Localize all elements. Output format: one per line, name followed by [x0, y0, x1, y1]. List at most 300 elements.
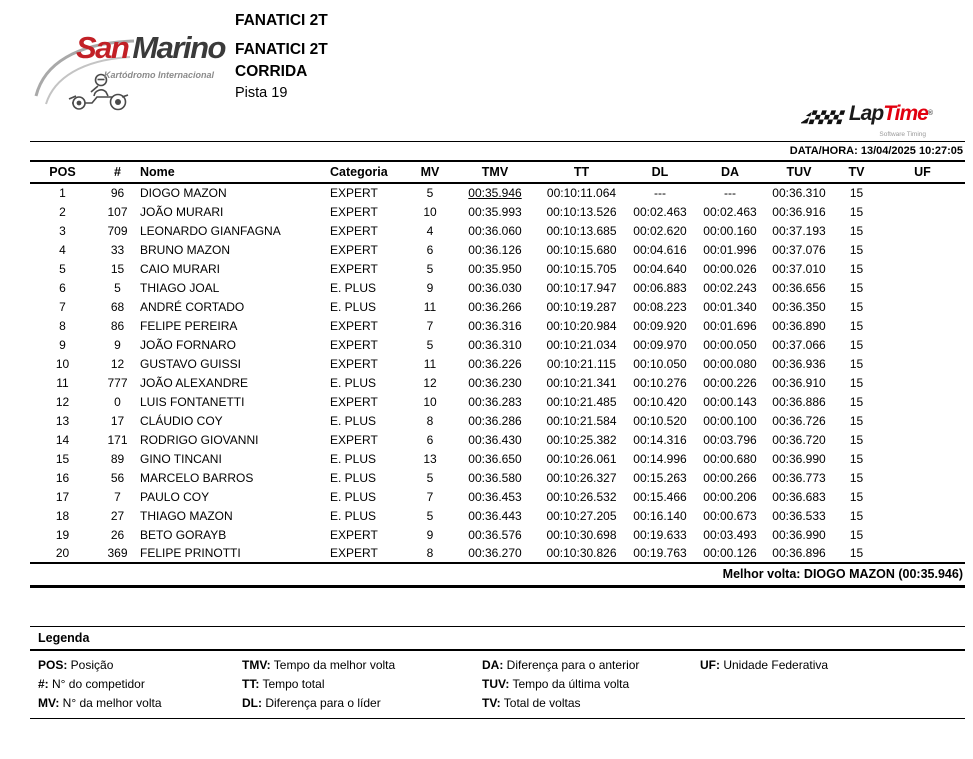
cell-tv: 15	[849, 432, 864, 447]
legend-key: TMV:	[242, 658, 271, 672]
cell-num: 15	[110, 261, 125, 276]
cell-categoria: EXPERT	[330, 186, 378, 200]
event-title-track: Pista 19	[235, 85, 288, 101]
cell-tt: 00:10:26.532	[546, 489, 617, 504]
cell-dl: 00:08.223	[633, 299, 687, 314]
results-document	[30, 0, 965, 719]
cell-da: 00:00.126	[703, 546, 757, 560]
table-row	[30, 430, 965, 449]
cell-tmv: 00:36.576	[468, 527, 522, 542]
results-table	[30, 160, 965, 564]
cell-tv: 15	[849, 242, 864, 257]
cell-uf	[880, 392, 965, 411]
cell-num: 17	[110, 413, 125, 428]
column-header-nome: Nome	[140, 161, 330, 183]
cell-tv: 15	[849, 413, 864, 428]
cell-categoria: E. PLUS	[330, 280, 377, 295]
brand-name-san: San	[76, 30, 129, 65]
table-row	[30, 183, 965, 202]
cell-mv: 5	[426, 470, 434, 485]
cell-tuv: 00:36.773	[772, 470, 826, 485]
column-header-uf: UF	[880, 161, 965, 183]
cell-dl: 00:02.620	[633, 223, 687, 238]
legend-column	[242, 656, 482, 713]
cell-mv: 7	[426, 318, 434, 333]
cell-num: 0	[114, 394, 121, 409]
cell-tt: 00:10:30.826	[546, 546, 617, 560]
laptime-wordmark	[849, 103, 932, 125]
cell-tmv: 00:36.266	[468, 299, 522, 314]
table-row	[30, 240, 965, 259]
cell-tt: 00:10:25.382	[546, 432, 617, 447]
cell-tmv: 00:36.650	[468, 451, 522, 466]
cell-uf	[880, 240, 965, 259]
cell-num: 107	[107, 204, 128, 219]
cell-pos: 3	[59, 223, 66, 238]
cell-mv: 11	[423, 299, 437, 314]
cell-tv: 15	[849, 299, 864, 314]
cell-nome: JOÃO ALEXANDRE	[140, 375, 249, 390]
cell-dl: 00:14.996	[633, 451, 687, 466]
cell-da: 00:00.680	[703, 451, 757, 466]
cell-categoria: EXPERT	[330, 356, 378, 371]
cell-mv: 5	[426, 186, 434, 200]
cell-tt: 00:10:21.341	[546, 375, 617, 390]
cell-pos: 10	[55, 356, 70, 371]
legend-key: TV:	[482, 696, 501, 710]
legend-key: DL:	[242, 696, 262, 710]
cell-tmv: 00:36.270	[468, 546, 522, 560]
cell-tmv: 00:35.946	[468, 186, 522, 200]
cell-nome: GUSTAVO GUISSI	[140, 356, 241, 371]
cell-mv: 11	[423, 356, 437, 371]
legend-key: POS:	[38, 658, 68, 672]
cell-tv: 15	[849, 186, 864, 200]
cell-uf	[880, 354, 965, 373]
cell-tv: 15	[849, 451, 864, 466]
cell-da: 00:02.243	[703, 280, 757, 295]
cell-tv: 15	[849, 261, 864, 276]
table-row	[30, 449, 965, 468]
cell-tuv: 00:36.656	[772, 280, 826, 295]
cell-categoria: E. PLUS	[330, 508, 377, 523]
brand-name	[76, 30, 225, 66]
cell-uf	[880, 525, 965, 544]
column-header-tv: TV	[833, 161, 880, 183]
table-row	[30, 525, 965, 544]
cell-num: 86	[110, 318, 125, 333]
cell-nome: JOÃO FORNARO	[140, 337, 237, 352]
cell-tv: 15	[849, 546, 864, 560]
cell-da: 00:03.796	[703, 432, 757, 447]
legend-grid	[30, 651, 965, 718]
column-header-mv: MV	[408, 161, 452, 183]
cell-dl: 00:19.633	[633, 527, 687, 542]
cell-tt: 00:10:15.680	[546, 242, 617, 257]
cell-categoria: EXPERT	[330, 318, 378, 333]
cell-tv: 15	[849, 280, 864, 295]
cell-tmv: 00:35.950	[468, 261, 522, 276]
cell-categoria: E. PLUS	[330, 489, 377, 504]
cell-mv: 8	[426, 413, 434, 428]
cell-tuv: 00:36.533	[772, 508, 826, 523]
legend-item: TUV: Tempo da última volta	[482, 677, 630, 691]
cell-uf	[880, 544, 965, 563]
cell-nome: LEONARDO GIANFAGNA	[140, 223, 281, 238]
cell-da: 00:00.143	[703, 394, 757, 409]
cell-da: 00:00.050	[703, 337, 757, 352]
cell-tuv: 00:36.936	[772, 356, 826, 371]
cell-nome: CAIO MURARI	[140, 261, 221, 276]
table-row	[30, 297, 965, 316]
cell-categoria: EXPERT	[330, 242, 378, 257]
cell-mv: 8	[426, 546, 434, 560]
cell-tt: 00:10:20.984	[546, 318, 617, 333]
cell-mv: 13	[423, 451, 437, 466]
legend-item: #: N° do competidor	[38, 677, 145, 691]
cell-nome: CLÁUDIO COY	[140, 413, 223, 428]
datetime-label: DATA/HORA: 13/04/2025 10:27:05	[789, 145, 963, 157]
legend-key: #:	[38, 677, 49, 691]
cell-uf	[880, 468, 965, 487]
cell-categoria: EXPERT	[330, 204, 378, 219]
legend-item: TT: Tempo total	[242, 677, 325, 691]
brand-name-marino: Marino	[132, 30, 225, 65]
cell-categoria: EXPERT	[330, 261, 378, 276]
cell-nome: THIAGO JOAL	[140, 280, 220, 295]
cell-uf	[880, 221, 965, 240]
cell-da: 00:00.673	[703, 508, 757, 523]
cell-tv: 15	[849, 337, 864, 352]
cell-dl: 00:09.920	[633, 318, 687, 333]
cell-tmv: 00:36.286	[468, 413, 522, 428]
cell-pos: 5	[59, 261, 66, 276]
cell-nome: LUIS FONTANETTI	[140, 394, 245, 409]
cell-da: 00:00.206	[703, 489, 757, 504]
legend-key: UF:	[700, 658, 720, 672]
cell-num: 68	[110, 299, 125, 314]
cell-pos: 13	[55, 413, 70, 428]
cell-tv: 15	[849, 508, 864, 523]
legend-item: DL: Diferença para o líder	[242, 696, 381, 710]
cell-pos: 1	[59, 186, 66, 200]
cell-mv: 9	[426, 527, 434, 542]
cell-categoria: E. PLUS	[330, 375, 377, 390]
table-row	[30, 278, 965, 297]
legend-item: DA: Diferença para o anterior	[482, 658, 640, 672]
cell-uf	[880, 183, 965, 202]
cell-tt: 00:10:19.287	[546, 299, 617, 314]
cell-categoria: EXPERT	[330, 546, 378, 560]
cell-tmv: 00:36.226	[468, 356, 522, 371]
cell-num: 777	[107, 375, 128, 390]
laptime-tagline: Software Timing	[879, 131, 926, 138]
cell-tmv: 00:36.126	[468, 242, 522, 257]
cell-categoria: EXPERT	[330, 527, 378, 542]
cell-num: 33	[110, 242, 125, 257]
cell-tv: 15	[849, 223, 864, 238]
legend-item: UF: Unidade Federativa	[700, 658, 829, 672]
cell-mv: 10	[423, 394, 437, 409]
cell-nome: GINO TINCANI	[140, 451, 222, 466]
cell-num: 709	[107, 223, 128, 238]
cell-tv: 15	[849, 527, 864, 542]
cell-dl: ---	[654, 186, 666, 200]
cell-mv: 5	[426, 261, 434, 276]
cell-da: ---	[724, 186, 736, 200]
event-titles	[235, 10, 328, 104]
legend-item: TMV: Tempo da melhor volta	[242, 658, 396, 672]
cell-tmv: 00:36.453	[468, 489, 522, 504]
cell-uf	[880, 316, 965, 335]
cell-dl: 00:04.616	[633, 242, 687, 257]
cell-uf	[880, 373, 965, 392]
cell-tuv: 00:37.066	[772, 337, 826, 352]
cell-dl: 00:10.050	[633, 356, 687, 371]
cell-tt: 00:10:13.526	[546, 204, 617, 219]
cell-tv: 15	[849, 356, 864, 371]
cell-da: 00:00.026	[703, 261, 757, 276]
cell-dl: 00:04.640	[633, 261, 687, 276]
cell-tv: 15	[849, 394, 864, 409]
cell-uf	[880, 449, 965, 468]
cell-nome: FELIPE PEREIRA	[140, 318, 238, 333]
cell-uf	[880, 202, 965, 221]
cell-pos: 18	[55, 508, 70, 523]
cell-tt: 00:10:21.584	[546, 413, 617, 428]
cell-tmv: 00:36.430	[468, 432, 522, 447]
table-header-row	[30, 161, 965, 183]
cell-tuv: 00:36.720	[772, 432, 826, 447]
brand-subtitle: Kartódromo Internacional	[104, 70, 215, 80]
cell-tuv: 00:36.990	[772, 451, 826, 466]
cell-tuv: 00:36.990	[772, 527, 826, 542]
cell-nome: MARCELO BARROS	[140, 470, 254, 485]
cell-da: 00:01.996	[703, 242, 757, 257]
column-header-dl: DL	[625, 161, 695, 183]
cell-categoria: EXPERT	[330, 337, 378, 352]
legend-column	[38, 656, 242, 713]
cell-dl: 00:15.466	[633, 489, 687, 504]
cell-categoria: E. PLUS	[330, 470, 377, 485]
table-row	[30, 335, 965, 354]
legend-column	[482, 656, 700, 713]
table-row	[30, 316, 965, 335]
cell-categoria: E. PLUS	[330, 451, 377, 466]
cell-nome: DIOGO MAZON	[140, 186, 227, 200]
cell-tmv: 00:36.283	[468, 394, 522, 409]
cell-num: 7	[114, 489, 121, 504]
cell-pos: 7	[59, 299, 66, 314]
column-header-categoria: Categoria	[330, 161, 408, 183]
document-header	[30, 0, 965, 141]
cell-pos: 6	[59, 280, 66, 295]
cell-pos: 11	[56, 375, 69, 390]
cell-pos: 9	[59, 337, 66, 352]
cell-tt: 00:10:26.061	[546, 451, 617, 466]
cell-tuv: 00:37.193	[772, 223, 826, 238]
checkered-flag-icon	[801, 107, 847, 134]
cell-tmv: 00:36.443	[468, 508, 522, 523]
cell-uf	[880, 411, 965, 430]
table-row	[30, 468, 965, 487]
san-marino-logo	[36, 24, 246, 112]
cell-num: 56	[110, 470, 125, 485]
cell-num: 89	[110, 451, 125, 466]
cell-tuv: 00:36.726	[772, 413, 826, 428]
table-row	[30, 354, 965, 373]
cell-mv: 5	[426, 508, 434, 523]
cell-pos: 4	[59, 242, 66, 257]
cell-da: 00:00.226	[703, 375, 757, 390]
cell-tt: 00:10:21.034	[546, 337, 617, 352]
cell-dl: 00:10.276	[633, 375, 687, 390]
cell-tuv: 00:37.076	[772, 242, 826, 257]
cell-num: 96	[110, 186, 125, 200]
table-row	[30, 411, 965, 430]
legend	[30, 626, 965, 719]
cell-tt: 00:10:30.698	[546, 527, 617, 542]
cell-nome: PAULO COY	[140, 489, 210, 504]
cell-da: 00:03.493	[703, 527, 757, 542]
cell-mv: 9	[426, 280, 434, 295]
column-header-num: #	[95, 161, 140, 183]
results-body	[30, 183, 965, 563]
cell-tv: 15	[849, 470, 864, 485]
cell-tmv: 00:36.316	[468, 318, 522, 333]
cell-dl: 00:10.520	[633, 413, 687, 428]
column-header-tt: TT	[538, 161, 625, 183]
cell-nome: BRUNO MAZON	[140, 242, 230, 257]
table-row	[30, 392, 965, 411]
cell-pos: 15	[55, 451, 70, 466]
cell-mv: 10	[423, 204, 437, 219]
column-header-tmv: TMV	[452, 161, 538, 183]
cell-tt: 00:10:21.115	[546, 356, 617, 371]
cell-num: 5	[114, 280, 121, 295]
cell-tmv: 00:36.030	[468, 280, 522, 295]
cell-uf	[880, 506, 965, 525]
event-title-session: CORRIDA	[235, 63, 308, 80]
cell-dl: 00:10.420	[633, 394, 687, 409]
table-row	[30, 259, 965, 278]
cell-categoria: EXPERT	[330, 394, 378, 409]
table-row	[30, 544, 965, 563]
table-row	[30, 202, 965, 221]
cell-nome: RODRIGO GIOVANNI	[140, 432, 259, 447]
cell-tv: 15	[849, 204, 864, 219]
cell-da: 00:01.340	[703, 299, 757, 314]
cell-pos: 17	[55, 489, 70, 504]
cell-tt: 00:10:17.947	[546, 280, 617, 295]
table-row	[30, 221, 965, 240]
column-header-pos: POS	[30, 161, 95, 183]
cell-mv: 12	[423, 375, 437, 390]
cell-categoria: E. PLUS	[330, 299, 377, 314]
cell-tuv: 00:36.310	[772, 186, 826, 200]
cell-dl: 00:02.463	[633, 204, 687, 219]
cell-tuv: 00:36.890	[772, 318, 826, 333]
cell-uf	[880, 335, 965, 354]
cell-tt: 00:10:13.685	[546, 223, 617, 238]
cell-tmv: 00:36.310	[468, 337, 522, 352]
table-row	[30, 487, 965, 506]
laptime-word-time: Time	[883, 102, 928, 125]
cell-uf	[880, 430, 965, 449]
cell-tmv: 00:36.060	[468, 223, 522, 238]
cell-pos: 8	[59, 318, 66, 333]
cell-tv: 15	[849, 489, 864, 504]
cell-nome: JOÃO MURARI	[140, 204, 224, 219]
cell-num: 171	[107, 432, 128, 447]
table-row	[30, 506, 965, 525]
cell-num: 369	[107, 546, 128, 560]
cell-tuv: 00:36.886	[772, 394, 826, 409]
cell-tt: 00:10:21.485	[546, 394, 617, 409]
cell-mv: 6	[426, 242, 434, 257]
cell-da: 00:00.266	[703, 470, 757, 485]
cell-da: 00:00.080	[703, 356, 757, 371]
cell-da: 00:00.160	[703, 223, 757, 238]
cell-pos: 12	[55, 394, 70, 409]
legend-key: TUV:	[482, 677, 510, 691]
cell-pos: 20	[55, 546, 70, 560]
cell-tuv: 00:36.910	[772, 375, 826, 390]
cell-nome: ANDRÉ CORTADO	[140, 299, 245, 314]
cell-tt: 00:10:27.205	[546, 508, 617, 523]
cell-uf	[880, 487, 965, 506]
legend-item: MV: N° da melhor volta	[38, 696, 162, 710]
registered-mark: ®	[927, 110, 932, 117]
cell-dl: 00:09.970	[633, 337, 687, 352]
cell-uf	[880, 297, 965, 316]
cell-tmv: 00:36.580	[468, 470, 522, 485]
cell-pos: 14	[55, 432, 70, 447]
cell-num: 12	[110, 356, 125, 371]
cell-tuv: 00:36.896	[772, 546, 826, 560]
legend-title: Legenda	[30, 627, 965, 651]
cell-categoria: E. PLUS	[330, 413, 377, 428]
cell-num: 9	[114, 337, 121, 352]
cell-dl: 00:15.263	[633, 470, 687, 485]
legend-item: POS: Posição	[38, 658, 114, 672]
cell-tt: 00:10:11.064	[546, 186, 617, 200]
cell-tt: 00:10:15.705	[546, 261, 617, 276]
cell-tmv: 00:35.993	[468, 204, 522, 219]
cell-num: 27	[110, 508, 125, 523]
cell-da: 00:00.100	[703, 413, 757, 428]
cell-num: 26	[110, 527, 125, 542]
cell-mv: 7	[426, 489, 434, 504]
legend-key: DA:	[482, 658, 504, 672]
cell-dl: 00:19.763	[633, 546, 687, 560]
legend-key: TT:	[242, 677, 260, 691]
cell-tuv: 00:37.010	[772, 261, 826, 276]
column-header-da: DA	[695, 161, 765, 183]
cell-uf	[880, 278, 965, 297]
best-lap-note: Melhor volta: DIOGO MAZON (00:35.946)	[30, 564, 965, 588]
cell-nome: BETO GORAYB	[140, 527, 227, 542]
cell-nome: FELIPE PRINOTTI	[140, 546, 241, 560]
column-header-tuv: TUV	[765, 161, 833, 183]
cell-tv: 15	[849, 318, 864, 333]
event-title-championship: FANATICI 2T	[235, 12, 328, 29]
cell-da: 00:02.463	[703, 204, 757, 219]
cell-pos: 16	[55, 470, 70, 485]
cell-categoria: EXPERT	[330, 432, 378, 447]
laptime-logo	[782, 103, 932, 139]
laptime-word-lap: Lap	[848, 102, 884, 125]
